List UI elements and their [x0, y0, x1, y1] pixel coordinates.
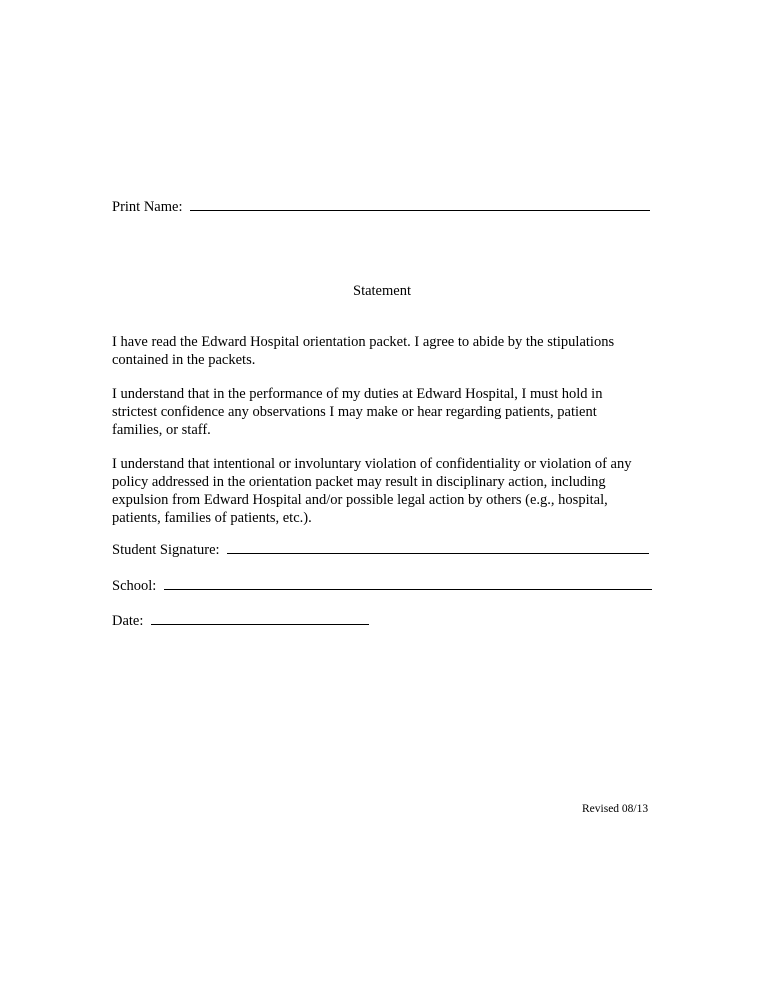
print-name-label: Print Name: — [112, 199, 183, 215]
print-name-field[interactable] — [190, 197, 650, 211]
school-row — [112, 576, 652, 595]
paragraph-1-line-1: I have read the Edward Hospital orientation packet. I agree to abide by the stipulations — [112, 334, 615, 350]
print-name-row — [112, 197, 650, 216]
statement-paragraph-2 — [112, 385, 672, 439]
student-signature-row — [112, 540, 649, 559]
school-field[interactable] — [164, 576, 652, 590]
date-label: Date: — [112, 613, 144, 629]
statement-paragraph-3 — [112, 455, 672, 527]
paragraph-3-line-1: I understand that intentional or involuntary violation of confidentiality or violation of any — [112, 456, 632, 472]
student-signature-field[interactable] — [227, 540, 649, 554]
statement-heading: Statement — [353, 283, 411, 299]
revised-note: Revised 08/13 — [582, 803, 649, 815]
paragraph-2-line-3: families, or staff. — [112, 422, 211, 438]
statement-paragraph-1 — [112, 333, 672, 369]
paragraph-3-line-3: expulsion from Edward Hospital and/or possible legal action by others (e.g., hospital, — [112, 492, 608, 508]
date-field[interactable] — [151, 611, 369, 625]
paragraph-1-line-2: contained in the packets. — [112, 352, 256, 368]
paragraph-3-line-2: policy addressed in the orientation packet may result in disciplinary action, including — [112, 474, 606, 490]
student-signature-label: Student Signature: — [112, 542, 220, 558]
paragraph-2-line-2: strictest confidence any observations I may make or hear regarding patients, patient — [112, 404, 597, 420]
paragraph-2-line-1: I understand that in the performance of my duties at Edward Hospital, I must hold in — [112, 386, 603, 402]
school-label: School: — [112, 578, 157, 594]
date-row — [112, 611, 369, 630]
paragraph-3-line-4: patients, families of patients, etc.). — [112, 510, 312, 526]
